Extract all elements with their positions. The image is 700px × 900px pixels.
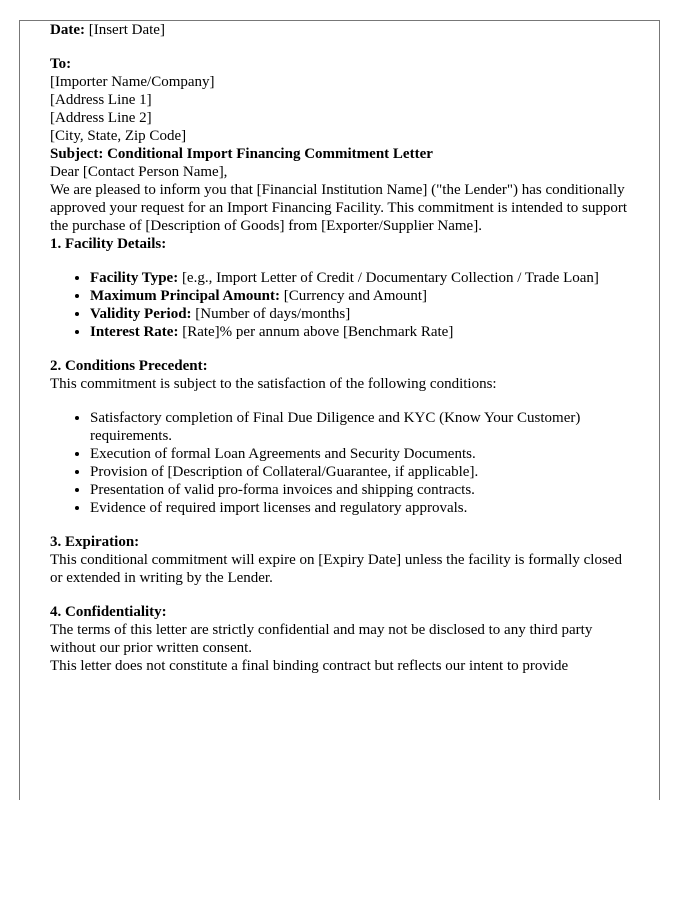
list-item: • Satisfactory completion of Final Due Diligence and KYC (Know Your Customer) requirements. [90, 409, 631, 445]
subject-line: Subject: Conditional Import Financing Commitment Letter [50, 146, 433, 162]
item-label: Maximum Principal Amount: [90, 288, 280, 304]
recipient-line: [Importer Name/Company] [50, 74, 215, 90]
item-value: [e.g., Import Letter of Credit / Documentary Collection / Trade Loan] [178, 270, 599, 286]
facility-section-title: 1. Facility Details: [50, 236, 167, 252]
to-label: To: [50, 56, 72, 72]
item-label: Interest Rate: [90, 324, 179, 340]
recipient-block [50, 55, 631, 145]
item-value: [Currency and Amount] [280, 288, 428, 304]
expiration-section-title: 3. Expiration: [50, 534, 140, 550]
greeting: Dear [Contact Person Name], [50, 164, 228, 180]
expiration-text: This conditional commitment will expire on [Expiry Date] unless the facility is formally closed or extended in writing by the Lender. [50, 552, 622, 586]
item-value: [Number of days/months] [191, 306, 351, 322]
date-line [50, 21, 631, 39]
conditions-section-title: 2. Conditions Precedent: [50, 358, 208, 374]
confidentiality-section [50, 603, 631, 657]
item-label: Validity Period: [90, 306, 192, 322]
date-label: Date: [50, 22, 85, 38]
expiration-section [50, 533, 631, 587]
confidentiality-section-title: 4. Confidentiality: [50, 604, 167, 620]
list-item: • Execution of formal Loan Agreements and Security Documents. [90, 445, 631, 463]
date-value: [Insert Date] [84, 22, 165, 38]
item-value: [Rate]% per annum above [Benchmark Rate] [178, 324, 454, 340]
conditions-list [50, 409, 631, 517]
list-item [90, 323, 631, 341]
list-item [90, 269, 631, 287]
closing-paragraph: This letter does not constitute a final binding contract but reflects our intent to provide [50, 658, 569, 674]
confidentiality-text: The terms of this letter are strictly confidential and may not be disclosed to any third party without our prior written consent. [50, 622, 593, 656]
conditions-section [50, 357, 631, 393]
facility-details-list [50, 269, 631, 341]
recipient-line: [City, State, Zip Code] [50, 128, 187, 144]
list-item: • Evidence of required import licenses and regulatory approvals. [90, 499, 631, 517]
item-label: Facility Type: [90, 270, 179, 286]
letter-document [19, 20, 660, 800]
list-item: • Presentation of valid pro-forma invoices and shipping contracts. [90, 481, 631, 499]
recipient-line: [Address Line 2] [50, 110, 152, 126]
conditions-intro: This commitment is subject to the satisfaction of the following conditions: [50, 376, 497, 392]
list-item [90, 305, 631, 323]
list-item [90, 287, 631, 305]
intro-paragraph: We are pleased to inform you that [Financial Institution Name] ("the Lender") has conditionally approved your request for an Import Financing Facility. This commitment is intended to support the purchase of [Description of Goods] from [Exporter/Supplier Name]. [50, 182, 627, 234]
list-item: • Provision of [Description of Collateral/Guarantee, if applicable]. [90, 463, 631, 481]
recipient-line: [Address Line 1] [50, 92, 152, 108]
